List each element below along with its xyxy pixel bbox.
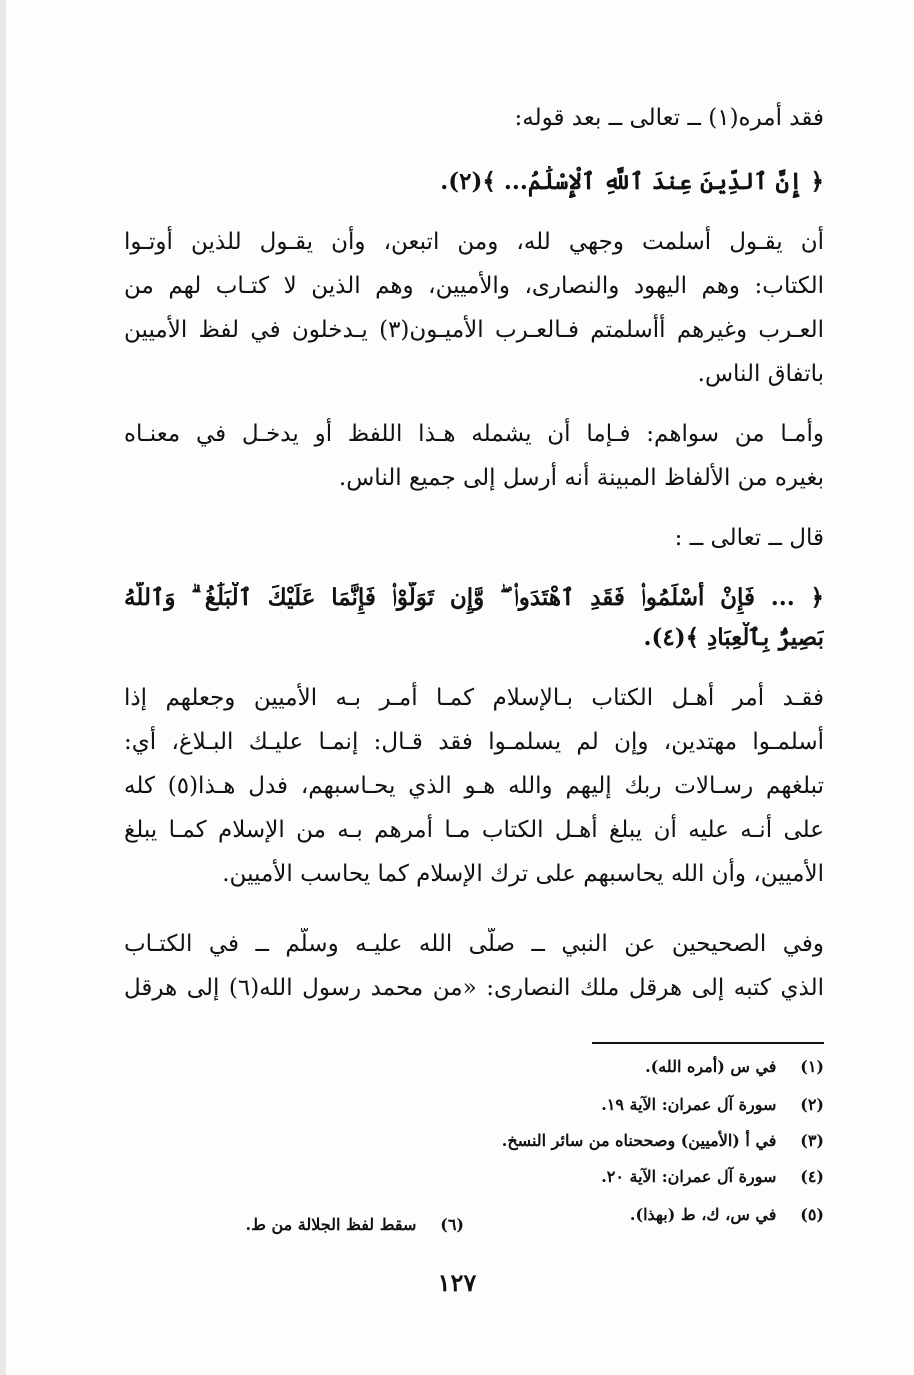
body-line: وفي الصحيحين عن النبي ــ صلَّى الله عليـه وسلَّم ــ في الكتـاب xyxy=(124,931,824,957)
footnote xyxy=(246,1214,464,1236)
quran-verse: ﴿ إِنَّ ٱلدِّينَ عِندَ ٱللَّهِ ٱلْإِسْلَٰمُ... ﴾(٢). xyxy=(440,168,824,195)
body-line: العـرب وغيرهم أأسلمتم فـالعـرب الأميـون(٣) يـدخلون في لفظ الأميين xyxy=(124,317,824,343)
footnote xyxy=(601,1166,824,1188)
page-number: ١٢٧ xyxy=(437,1268,477,1297)
footnote-number: (١) xyxy=(800,1057,824,1076)
body-line: الذي كتبه إلى هرقل ملك النصارى: «من محمد رسول الله(٦) إلى هرقل xyxy=(124,975,824,1001)
quran-verse: بَصِيرٌۢ بِٱلْعِبَادِ ﴾(٤). xyxy=(643,624,824,651)
footnote xyxy=(502,1130,824,1152)
body-line: باتفاق الناس. xyxy=(697,361,824,387)
footnote-number: (٤) xyxy=(800,1167,824,1186)
footnote-number: (٦) xyxy=(440,1215,464,1234)
footnote-text: سورة آل عمران: الآية ٢٠. xyxy=(601,1167,777,1186)
body-line: قال ــ تعالى ــ : xyxy=(674,525,824,551)
body-line: تبلغهم رسـالات ربك إليهم والله هـو الذي يحـاسبهم، فدل هـذا(٥) كله xyxy=(124,773,824,799)
footnote-text: في س، ك، ط (بهذا). xyxy=(629,1205,777,1224)
body-line: وأمـا من سواهم: فـإما أن يشمله هـذا اللفظ أو يدخـل في معنـاه xyxy=(124,421,824,447)
footnote-rule xyxy=(592,1042,824,1044)
footnote-number: (٣) xyxy=(800,1131,824,1150)
footnote-number: (٥) xyxy=(800,1205,824,1224)
body-line: بغيره من الألفاظ المبينة أنه أرسل إلى جميع الناس. xyxy=(338,465,824,491)
body-line: الكتاب: وهم اليهود والنصارى، والأميين، وهم الذين لا كتـاب لهم من xyxy=(124,273,824,299)
footnote-number: (٢) xyxy=(800,1095,824,1114)
body-line: على أنـه عليه أن يبلغ أهـل الكتاب مـا أمرهم بـه من الإسلام كمـا يبلغ xyxy=(124,817,824,843)
footnote-text: سقط لفظ الجلالة من ط. xyxy=(245,1215,417,1234)
body-line: فقد أمره(١) ــ تعالى ــ بعد قوله: xyxy=(514,105,824,131)
body-line: فقـد أمر أهـل الكتاب بـالإسلام كمـا أمـر بـه الأميين وجعلهم إذا xyxy=(124,685,824,711)
footnote-text: سورة آل عمران: الآية ١٩. xyxy=(601,1095,777,1114)
footnote xyxy=(601,1094,824,1116)
body-line: أن يقـول أسلمت وجهي لله، ومن اتبعن، وأن يقـول للذين أوتـوا xyxy=(124,229,824,255)
quran-verse: ﴿ ... فَإِنْ أَسْلَمُوا۟ فَقَدِ ٱهْتَدَوا۟ ۖ وَّإِن تَوَلَّوْا۟ فَإِنَّمَا عَلَيْكَ ٱلْبَلَٰغُ ۗ وَٱللَّهُ xyxy=(124,584,824,611)
footnote xyxy=(645,1056,824,1078)
body-line: الأميين، وأن الله يحاسبهم على ترك الإسلام كما يحاسب الأميين. xyxy=(222,861,824,887)
footnote-text: في أ (الأميين) وصححناه من سائر النسخ. xyxy=(501,1131,777,1150)
footnote-text: في س (أمره الله). xyxy=(645,1057,777,1076)
footnote xyxy=(630,1204,824,1226)
body-line: أسلمـوا مهتدين، وإن لم يسلمـوا فقد قـال: إنمـا عليـك البـلاغ، أي: xyxy=(124,729,824,755)
